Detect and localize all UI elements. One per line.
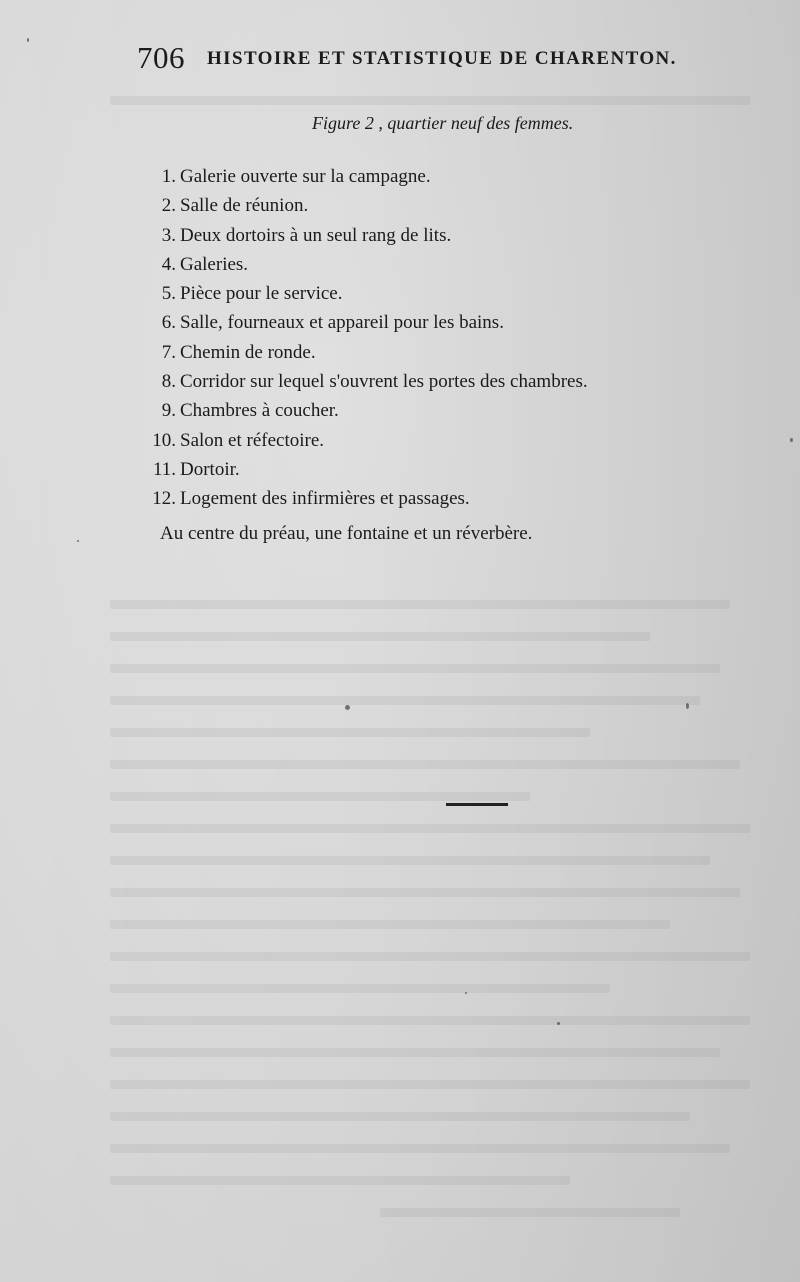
- legend-label: Corridor sur lequel s'ouvrent les portes des chambres.: [180, 371, 588, 393]
- legend-number: 4.: [161, 253, 176, 275]
- legend-label: Galerie ouverte sur la campagne.: [180, 166, 431, 187]
- legend-label: Salle, fourneaux et appareil pour les bains.: [180, 312, 504, 334]
- legend-label: Pièce pour le service.: [180, 283, 343, 305]
- legend-item: [128, 250, 688, 279]
- running-title: HISTOIRE ET STATISTIQUE DE CHARENTON.: [207, 48, 677, 69]
- legend-item: [128, 221, 688, 250]
- legend-label: Chambres à coucher.: [180, 400, 339, 422]
- legend-item: [128, 396, 688, 425]
- legend-item: [128, 484, 688, 513]
- legend-label: Logement des infirmières et passages.: [180, 488, 470, 510]
- figure-caption: Figure 2 , quartier neuf des femmes.: [312, 113, 574, 133]
- legend-item: [128, 191, 688, 220]
- legend-label: Salle de réunion.: [180, 195, 309, 217]
- page-number: 706: [137, 40, 185, 75]
- legend-number: 9.: [161, 400, 176, 422]
- legend-item: [128, 455, 688, 484]
- legend-label: Galeries.: [180, 253, 249, 275]
- legend-item: [128, 308, 688, 337]
- legend-label: Chemin de ronde.: [180, 341, 316, 363]
- legend-number: 10.: [152, 429, 176, 451]
- page-header: [137, 40, 727, 80]
- figure-legend: [128, 162, 688, 514]
- legend-item: [128, 426, 688, 455]
- legend-label: Salon et réfectoire.: [180, 429, 325, 451]
- legend-number: 11.: [152, 458, 176, 480]
- legend-label: Dortoir.: [180, 458, 240, 480]
- legend-number: 8.: [161, 371, 176, 393]
- legend-label: Deux dortoirs à un seul rang de lits.: [180, 224, 452, 246]
- legend-number: 2.: [161, 195, 176, 217]
- legend-item: [128, 338, 688, 367]
- legend-item: [128, 367, 688, 396]
- legend-number: 1.: [161, 166, 176, 187]
- closing-note: Au centre du préau, une fontaine et un réverbère.: [160, 523, 533, 544]
- legend-item: [128, 162, 688, 191]
- legend-number: 6.: [161, 312, 176, 334]
- end-rule: [446, 803, 508, 806]
- legend-number: 7.: [161, 341, 176, 363]
- legend-number: 12.: [152, 488, 176, 510]
- legend-number: 5.: [161, 283, 176, 305]
- legend-number: 3.: [161, 224, 176, 246]
- legend-item: [128, 279, 688, 308]
